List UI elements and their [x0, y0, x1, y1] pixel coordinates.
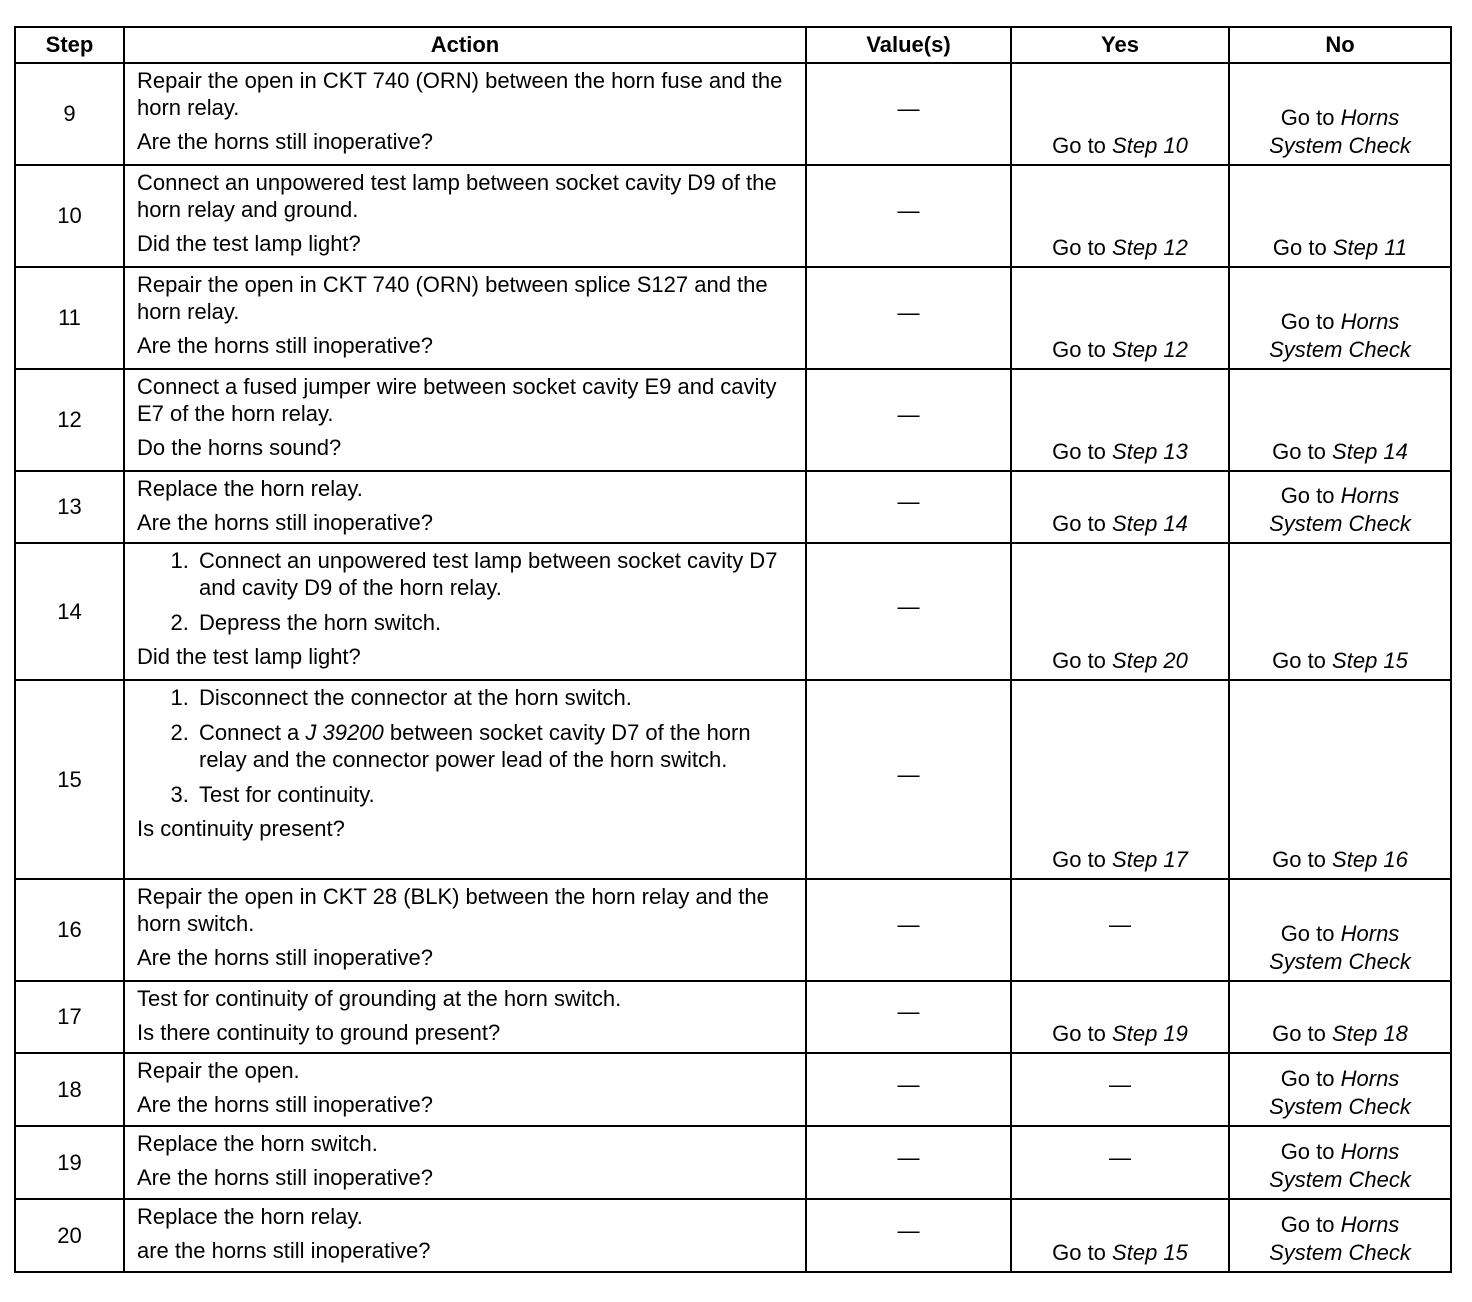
table-row: [15, 267, 1451, 369]
yes-prefix: Go to: [1052, 133, 1106, 158]
action-question: Is continuity present?: [137, 816, 345, 841]
yes-cell: [1011, 63, 1229, 165]
action-text: Replace the horn switch.: [137, 1131, 378, 1156]
no-ref: Horns: [1340, 1066, 1400, 1091]
yes-cell: [1011, 165, 1229, 267]
step-number: 11: [15, 267, 124, 369]
table-row: [15, 543, 1451, 680]
no-ref: Step 18: [1332, 1021, 1408, 1046]
action-text: Connect a fused jumper wire between socket cavity E9 and cavity E7 of the horn relay.: [137, 374, 777, 426]
value-cell: [806, 981, 1011, 1053]
action-question: Are the horns still inoperative?: [137, 333, 433, 358]
no-cell: [1229, 879, 1451, 981]
value-dash: —: [897, 488, 920, 514]
no-prefix: Go to: [1280, 1212, 1335, 1237]
no-cell: [1229, 1126, 1451, 1199]
yes-prefix: Go to: [1052, 1240, 1106, 1265]
value-cell: [806, 63, 1011, 165]
table-row: [15, 369, 1451, 471]
list-item: 3. Test for continuity.: [195, 781, 793, 808]
yes-step-ref: Step 12: [1112, 337, 1188, 362]
yes-step-ref: Step 19: [1112, 1021, 1188, 1046]
diagnostic-table: [14, 26, 1452, 1273]
no-cell: [1229, 471, 1451, 543]
no-ref: Horns: [1340, 921, 1400, 946]
action-cell: [124, 543, 806, 680]
yes-prefix: Go to: [1052, 439, 1106, 464]
no-prefix: Go to: [1272, 1021, 1326, 1046]
no-cell: [1229, 63, 1451, 165]
action-text: Replace the horn relay.: [137, 476, 363, 501]
step-number: 17: [15, 981, 124, 1053]
tool-name: J 39200: [305, 720, 384, 745]
header-step: Step: [15, 27, 124, 63]
action-question: are the horns still inoperative?: [137, 1238, 431, 1263]
no-suffix: System Check: [1269, 1240, 1411, 1265]
no-prefix: Go to: [1280, 309, 1335, 334]
action-text: Repair the open in CKT 740 (ORN) between splice S127 and the horn relay.: [137, 272, 768, 324]
no-suffix: System Check: [1269, 1094, 1411, 1119]
yes-step-ref: Step 13: [1112, 439, 1188, 464]
no-ref: Step 11: [1332, 235, 1408, 260]
yes-prefix: Go to: [1052, 1021, 1106, 1046]
table-row: [15, 981, 1451, 1053]
step-number: 14: [15, 543, 124, 680]
step-number: 13: [15, 471, 124, 543]
no-prefix: Go to: [1280, 105, 1335, 130]
yes-step-ref: Step 12: [1112, 235, 1188, 260]
value-dash: —: [897, 911, 920, 937]
table-row: [15, 879, 1451, 981]
yes-step-ref: Step 17: [1112, 847, 1188, 872]
yes-prefix: Go to: [1052, 337, 1106, 362]
action-question: Are the horns still inoperative?: [137, 1165, 433, 1190]
no-prefix: Go to: [1280, 921, 1335, 946]
action-cell: [124, 471, 806, 543]
action-text: Connect an unpowered test lamp between socket cavity D9 of the horn relay and ground.: [137, 170, 777, 222]
yes-cell: [1011, 981, 1229, 1053]
step-number: 18: [15, 1053, 124, 1126]
no-suffix: System Check: [1269, 949, 1411, 974]
no-suffix: System Check: [1269, 133, 1411, 158]
action-cell: [124, 369, 806, 471]
yes-cell: [1011, 543, 1229, 680]
no-cell: [1229, 543, 1451, 680]
no-suffix: System Check: [1269, 1167, 1411, 1192]
value-cell: [806, 1126, 1011, 1199]
value-cell: [806, 1199, 1011, 1272]
action-question: Are the horns still inoperative?: [137, 510, 433, 535]
yes-step-ref: Step 20: [1112, 648, 1188, 673]
value-cell: [806, 267, 1011, 369]
yes-prefix: Go to: [1052, 847, 1106, 872]
yes-cell: [1011, 369, 1229, 471]
value-dash: —: [897, 197, 920, 223]
no-cell: [1229, 165, 1451, 267]
no-cell: [1229, 369, 1451, 471]
table-row: [15, 471, 1451, 543]
action-text: Repair the open.: [137, 1058, 300, 1083]
yes-cell: [1011, 1199, 1229, 1272]
no-cell: [1229, 680, 1451, 879]
list-item: 2. Depress the horn switch.: [195, 609, 793, 636]
value-cell: [806, 1053, 1011, 1126]
no-cell: [1229, 981, 1451, 1053]
value-cell: [806, 165, 1011, 267]
yes-prefix: Go to: [1052, 648, 1106, 673]
yes-prefix: Go to: [1052, 511, 1106, 536]
value-dash: —: [897, 299, 920, 325]
no-prefix: Go to: [1272, 847, 1326, 872]
no-cell: [1229, 1199, 1451, 1272]
no-prefix: Go to: [1272, 439, 1326, 464]
yes-dash: —: [1109, 1144, 1131, 1170]
action-steps-list: [137, 547, 793, 636]
action-question: Are the horns still inoperative?: [137, 129, 433, 154]
list-item-text: Connect a: [199, 720, 300, 745]
yes-dash: —: [1109, 1071, 1131, 1097]
table-header-row: [15, 27, 1451, 63]
no-prefix: Go to: [1280, 1066, 1335, 1091]
action-cell: [124, 680, 806, 879]
table-row: [15, 1199, 1451, 1272]
yes-cell: [1011, 267, 1229, 369]
no-ref: Step 14: [1332, 439, 1408, 464]
yes-step-ref: Step 14: [1112, 511, 1188, 536]
no-ref: Horns: [1340, 309, 1400, 334]
step-number: 12: [15, 369, 124, 471]
yes-cell: [1011, 879, 1229, 981]
action-text: Replace the horn relay.: [137, 1204, 363, 1229]
value-dash: —: [897, 1144, 920, 1170]
header-values: Value(s): [806, 27, 1011, 63]
action-cell: [124, 1053, 806, 1126]
yes-step-ref: Step 10: [1112, 133, 1188, 158]
no-cell: [1229, 1053, 1451, 1126]
list-item-text: between socket cavity D7 of the horn relay and the connector power lead of the horn switch.: [199, 720, 751, 772]
yes-cell: [1011, 1126, 1229, 1199]
value-dash: —: [897, 593, 920, 619]
list-item: [195, 719, 793, 773]
no-suffix: System Check: [1269, 511, 1411, 536]
no-suffix: System Check: [1269, 337, 1411, 362]
step-number: 9: [15, 63, 124, 165]
yes-dash: —: [1109, 911, 1131, 937]
no-ref: Step 16: [1332, 847, 1408, 872]
action-question: Did the test lamp light?: [137, 231, 361, 256]
diagnostic-table-page: [14, 26, 1450, 1273]
value-dash: —: [897, 95, 920, 121]
yes-cell: [1011, 680, 1229, 879]
action-question: Did the test lamp light?: [137, 644, 361, 669]
table-row: [15, 680, 1451, 879]
action-question: Are the horns still inoperative?: [137, 1092, 433, 1117]
no-prefix: Go to: [1272, 235, 1327, 260]
action-cell: [124, 63, 806, 165]
action-text: Test for continuity of grounding at the horn switch.: [137, 986, 622, 1011]
no-prefix: Go to: [1280, 1139, 1335, 1164]
action-cell: [124, 1126, 806, 1199]
action-question: Are the horns still inoperative?: [137, 945, 433, 970]
value-dash: —: [897, 401, 920, 427]
action-steps-list: [137, 684, 793, 808]
yes-step-ref: Step 15: [1112, 1240, 1188, 1265]
header-action: Action: [124, 27, 806, 63]
table-row: [15, 165, 1451, 267]
value-dash: —: [897, 1071, 920, 1097]
value-dash: —: [897, 998, 920, 1024]
no-prefix: Go to: [1272, 648, 1326, 673]
action-cell: [124, 879, 806, 981]
no-ref: Horns: [1340, 483, 1400, 508]
value-dash: —: [897, 761, 920, 787]
no-ref: Step 15: [1332, 648, 1408, 673]
no-ref: Horns: [1340, 105, 1400, 130]
yes-prefix: Go to: [1052, 235, 1106, 260]
yes-cell: [1011, 471, 1229, 543]
table-row: [15, 1126, 1451, 1199]
no-ref: Horns: [1340, 1212, 1400, 1237]
action-cell: [124, 1199, 806, 1272]
table-row: [15, 63, 1451, 165]
header-yes: Yes: [1011, 27, 1229, 63]
list-item: 1. Connect an unpowered test lamp between socket cavity D7 and cavity D9 of the horn relay.: [195, 547, 793, 601]
value-cell: [806, 369, 1011, 471]
step-number: 19: [15, 1126, 124, 1199]
action-cell: [124, 165, 806, 267]
value-cell: [806, 879, 1011, 981]
step-number: 15: [15, 680, 124, 879]
action-question: Is there continuity to ground present?: [137, 1020, 501, 1045]
action-text: Repair the open in CKT 28 (BLK) between the horn relay and the horn switch.: [137, 884, 769, 936]
value-cell: [806, 543, 1011, 680]
step-number: 16: [15, 879, 124, 981]
action-cell: [124, 267, 806, 369]
step-number: 10: [15, 165, 124, 267]
value-cell: [806, 680, 1011, 879]
action-cell: [124, 981, 806, 1053]
list-item: 1. Disconnect the connector at the horn switch.: [195, 684, 793, 711]
action-text: Repair the open in CKT 740 (ORN) between the horn fuse and the horn relay.: [137, 68, 783, 120]
step-number: 20: [15, 1199, 124, 1272]
header-no: No: [1229, 27, 1451, 63]
table-row: [15, 1053, 1451, 1126]
no-cell: [1229, 267, 1451, 369]
action-question: Do the horns sound?: [137, 435, 342, 460]
no-prefix: Go to: [1280, 483, 1335, 508]
value-dash: —: [897, 1217, 920, 1243]
value-cell: [806, 471, 1011, 543]
no-ref: Horns: [1340, 1139, 1400, 1164]
yes-cell: [1011, 1053, 1229, 1126]
